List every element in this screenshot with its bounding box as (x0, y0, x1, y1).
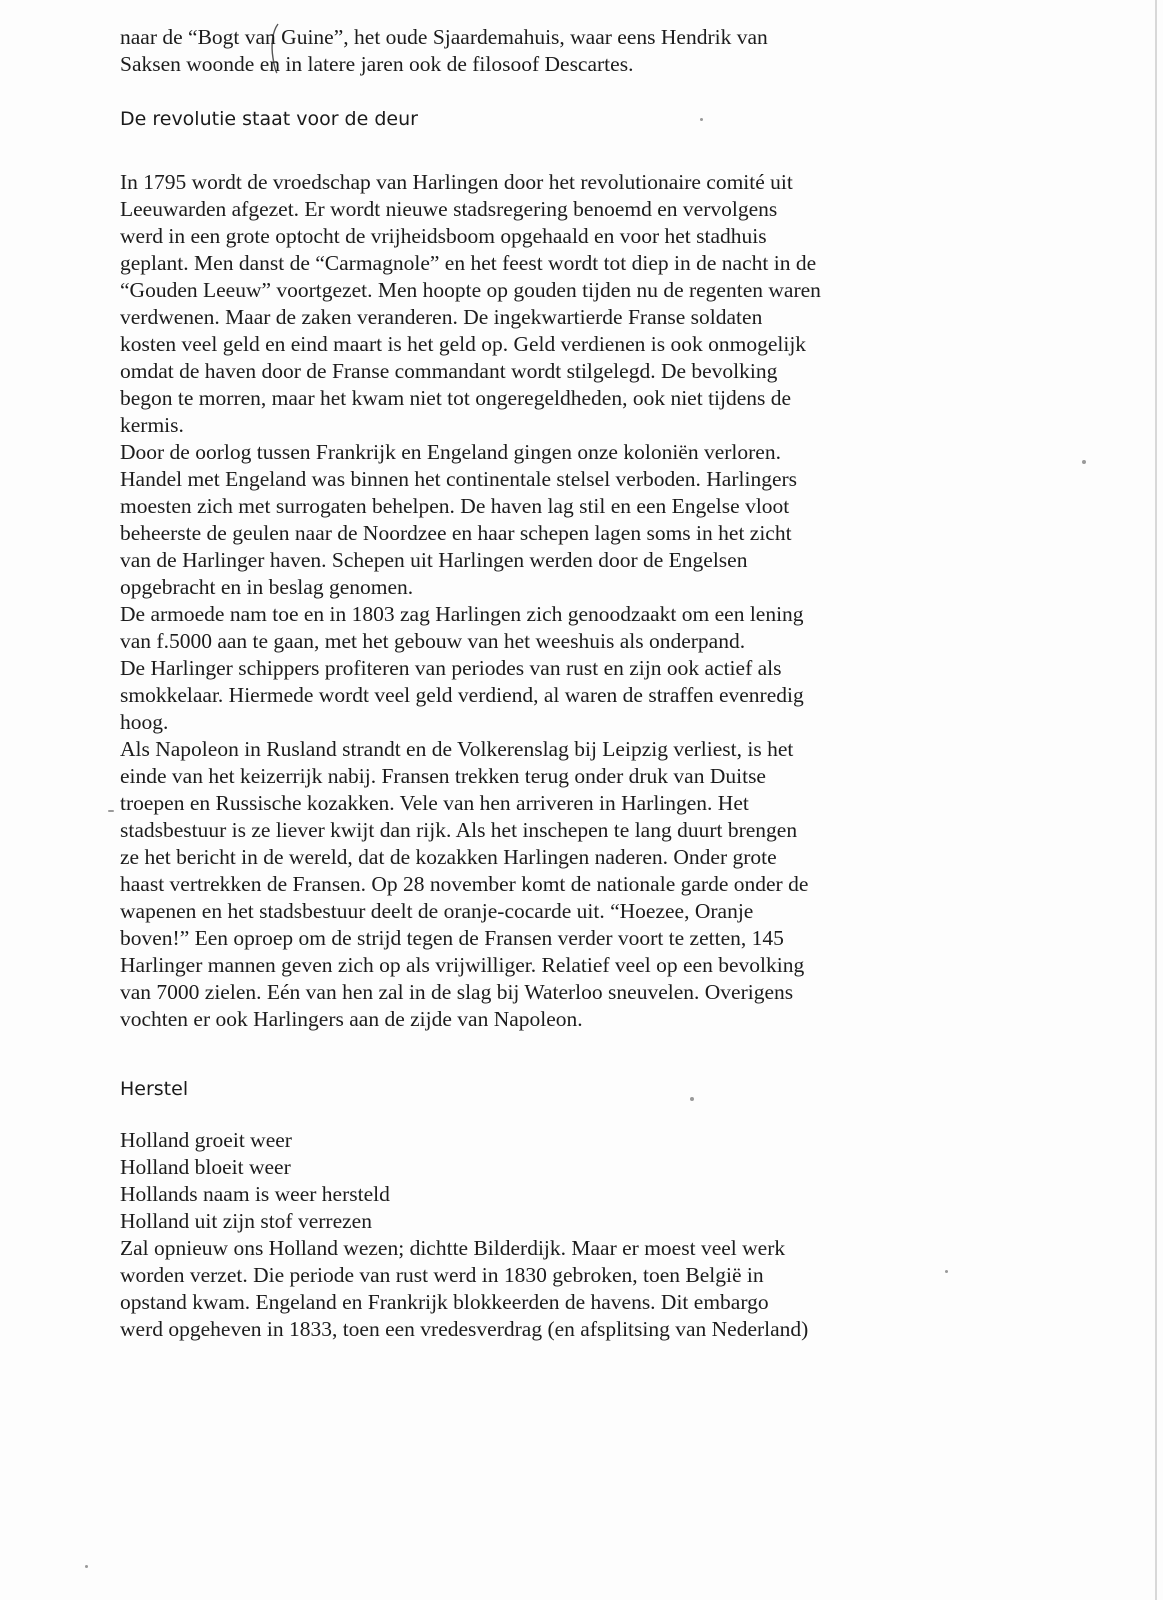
text-line: begon te morren, maar het kwam niet tot ongeregeldheden, ook niet tijdens de (120, 386, 792, 410)
scan-speck (700, 118, 703, 121)
text-line: Handel met Engeland was binnen het continentale stelsel verboden. Harlingers (120, 467, 798, 491)
text-line: worden verzet. Die periode van rust werd in 1830 gebroken, toen België in (120, 1263, 764, 1287)
text-line: kosten veel geld en eind maart is het geld op. Geld verdienen is ook onmogelijk (120, 332, 807, 356)
text-line: van de Harlinger haven. Schepen uit Harlingen werden door de Engelsen (120, 548, 748, 572)
text-line: De armoede nam toe en in 1803 zag Harlingen zich genoodzaakt om een lening (120, 602, 804, 626)
text-line: Als Napoleon in Rusland strandt en de Volkerenslag bij Leipzig verliest, is het (120, 737, 794, 761)
intro-paragraph (120, 24, 1110, 78)
section-heading-herstel: Herstel (120, 1078, 189, 1100)
text-line: van 7000 zielen. Eén van hen zal in de slag bij Waterloo sneuvelen. Overigens (120, 980, 794, 1004)
scan-speck (690, 1097, 694, 1101)
text-line: hoog. (120, 710, 169, 734)
text-line: Zal opnieuw ons Holland wezen; dichtte Bilderdijk. Maar er moest veel werk (120, 1236, 786, 1260)
text-line: Holland uit zijn stof verrezen (120, 1209, 372, 1233)
text-line: smokkelaar. Hiermede wordt veel geld verdiend, al waren de straffen evenredig (120, 683, 804, 707)
paragraph-herstel (120, 1127, 1110, 1343)
paragraph-1795 (120, 169, 1110, 1033)
scan-speck (1082, 460, 1086, 464)
text-line: wapenen en het stadsbestuur deelt de oranje-cocarde uit. “Hoezee, Oranje (120, 899, 754, 923)
text-line: van f.5000 aan te gaan, met het gebouw van het weeshuis als onderpand. (120, 629, 746, 653)
text-line: “Gouden Leeuw” voortgezet. Men hoopte op gouden tijden nu de regenten waren (120, 278, 821, 302)
text-line: kermis. (120, 413, 184, 437)
text-line: geplant. Men danst de “Carmagnole” en het feest wordt tot diep in de nacht in de (120, 251, 817, 275)
text-line: einde van het keizerrijk nabij. Fransen trekken terug onder druk van Duitse (120, 764, 766, 788)
text-line: opstand kwam. Engeland en Frankrijk blokkeerden de havens. Dit embargo (120, 1290, 769, 1314)
text-line: opgebracht en in beslag genomen. (120, 575, 414, 599)
section-heading-revolutie: De revolutie staat voor de deur (120, 108, 418, 130)
text-line: Hollands naam is weer hersteld (120, 1182, 390, 1206)
text-line: boven!” Een oproep om de strijd tegen de Fransen verder voort te zetten, 145 (120, 926, 784, 950)
text-line: Leeuwarden afgezet. Er wordt nieuwe stadsregering benoemd en vervolgens (120, 197, 778, 221)
text-line: Holland groeit weer (120, 1128, 292, 1152)
text-line: haast vertrekken de Fransen. Op 28 november komt de nationale garde onder de (120, 872, 809, 896)
scan-speck (945, 1270, 948, 1273)
text-line: verdwenen. Maar de zaken veranderen. De ingekwartierde Franse soldaten (120, 305, 763, 329)
text-line: Saksen woonde en in latere jaren ook de filosoof Descartes. (120, 52, 634, 76)
text-line: Door de oorlog tussen Frankrijk en Engeland gingen onze koloniën verloren. (120, 440, 781, 464)
text-line: Holland bloeit weer (120, 1155, 291, 1179)
text-line: troepen en Russische kozakken. Vele van hen arriveren in Harlingen. Het (120, 791, 749, 815)
text-line: beheerste de geulen naar de Noordzee en haar schepen lagen soms in het zicht (120, 521, 792, 545)
text-line: moesten zich met surrogaten behelpen. De haven lag stil en een Engelse vloot (120, 494, 790, 518)
scan-speck (108, 810, 114, 812)
text-line: Harlinger mannen geven zich op als vrijwilliger. Relatief veel op een bevolking (120, 953, 805, 977)
text-line: vochten er ook Harlingers aan de zijde van Napoleon. (120, 1007, 583, 1031)
text-line: ze het bericht in de wereld, dat de kozakken Harlingen naderen. Onder grote (120, 845, 777, 869)
text-line: stadsbestuur is ze liever kwijt dan rijk. Als het inschepen te lang duurt brengen (120, 818, 798, 842)
page-edge (1155, 0, 1157, 1600)
text-line: werd in een grote optocht de vrijheidsboom opgehaald en voor het stadhuis (120, 224, 767, 248)
text-line: naar de “Bogt van Guine”, het oude Sjaardemahuis, waar eens Hendrik van (120, 25, 768, 49)
text-line: In 1795 wordt de vroedschap van Harlingen door het revolutionaire comité uit (120, 170, 793, 194)
text-line: omdat de haven door de Franse commandant wordt stilgelegd. De bevolking (120, 359, 778, 383)
scan-speck (85, 1565, 88, 1568)
text-line: De Harlinger schippers profiteren van periodes van rust en zijn ook actief als (120, 656, 782, 680)
text-line: werd opgeheven in 1833, toen een vredesverdrag (en afsplitsing van Nederland) (120, 1317, 809, 1341)
